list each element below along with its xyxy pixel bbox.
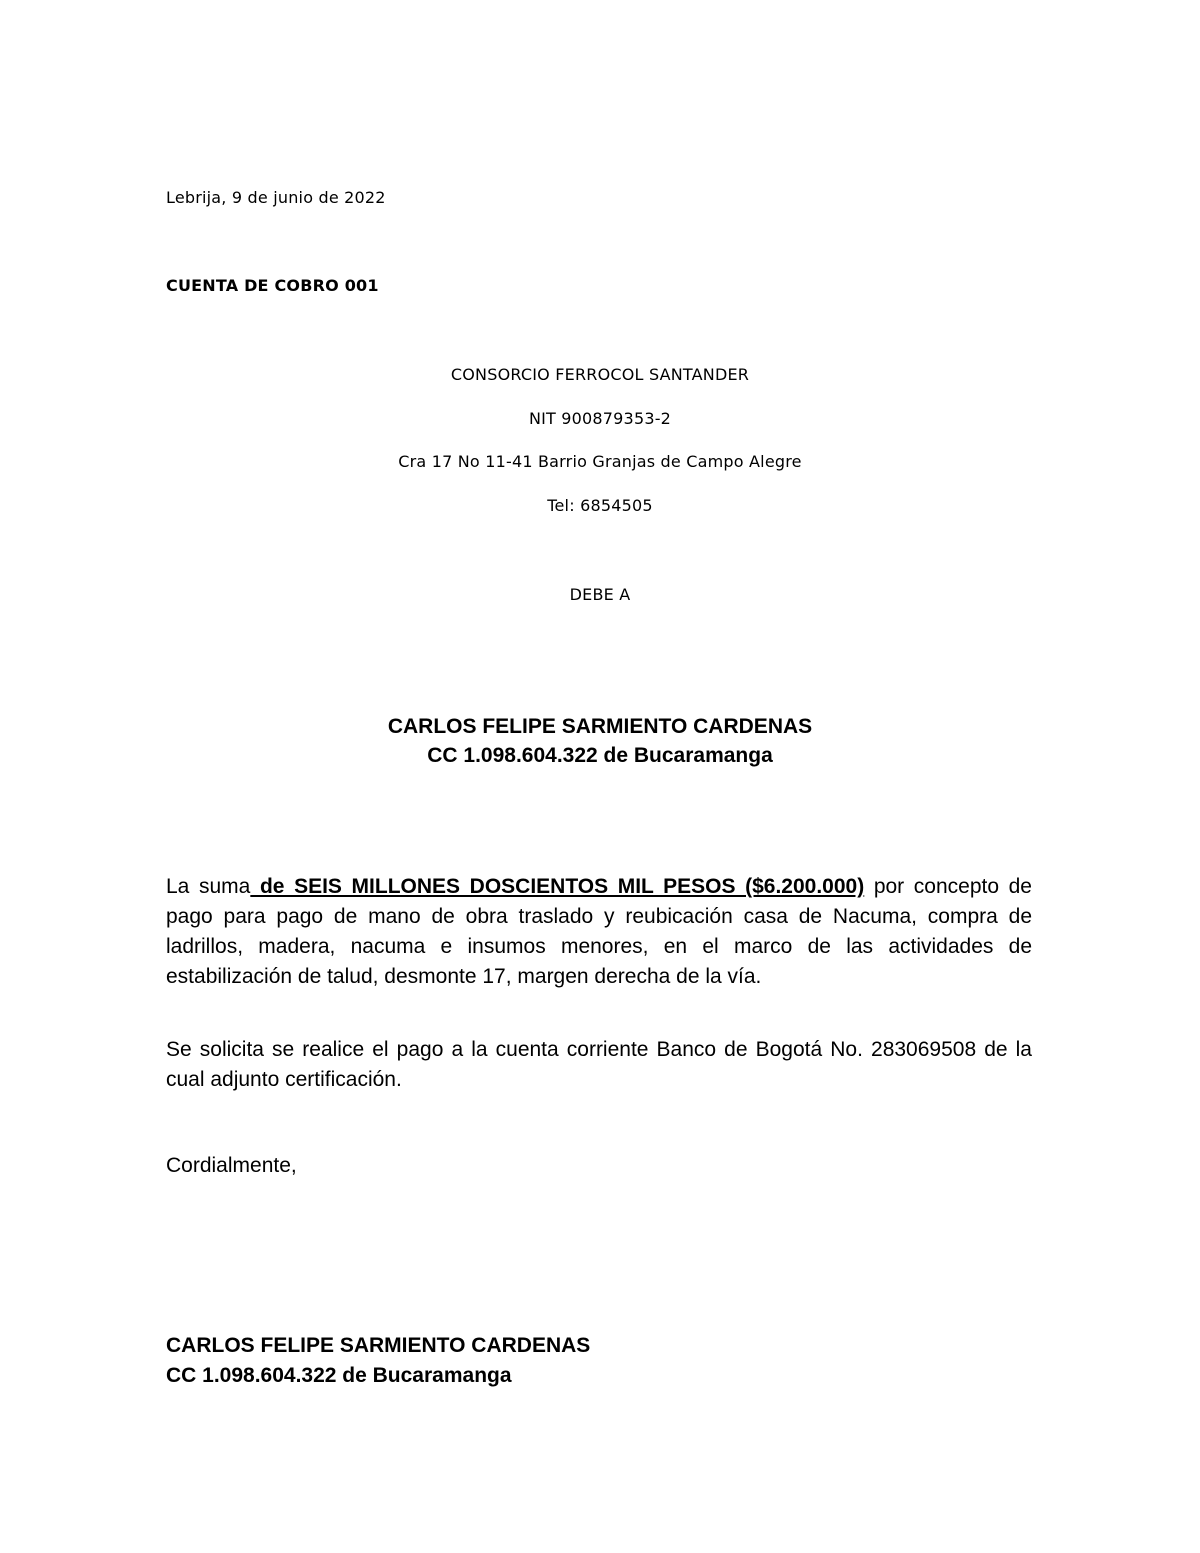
signature-name: CARLOS FELIPE SARMIENTO CARDENAS — [166, 1334, 591, 1357]
creditor-name: CARLOS FELIPE SARMIENTO CARDENAS — [387, 715, 813, 738]
payment-amount: de SEIS MILLONES DOSCIENTOS MIL PESOS ($6.200.000) — [250, 875, 865, 898]
debtor-phone: Tel: 6854505 — [547, 496, 653, 515]
signature-id: CC 1.098.604.322 de Bucaramanga — [166, 1364, 512, 1387]
creditor-id: CC 1.098.604.322 de Bucaramanga — [427, 744, 773, 767]
closing-salutation: Cordialmente, — [166, 1154, 297, 1177]
signature-block — [166, 1331, 590, 1391]
debtor-name: CONSORCIO FERROCOL SANTANDER — [450, 365, 750, 384]
amount-lead: La suma — [166, 875, 251, 898]
debtor-address: Cra 17 No 11-41 Barrio Granjas de Campo Alegre — [398, 452, 802, 471]
creditor-block — [0, 712, 1200, 770]
owes-label: DEBE A — [569, 585, 631, 604]
bank-account-paragraph: Se solicita se realice el pago a la cuenta corriente Banco de Bogotá No. 283069508 de la cual adjunto certificación. — [166, 1038, 1032, 1091]
payment-paragraph — [166, 872, 1032, 992]
payment-concept: por concepto de pago para pago de mano de obra traslado y reubicación casa de Nacuma, compra de ladrillos, madera, nacuma e insumos menores, en el marco de las actividades de estabilización de talud, desmonte 17, margen derecha de la vía. — [166, 875, 1032, 988]
debtor-nit: NIT 900879353-2 — [528, 409, 672, 428]
document-title: CUENTA DE COBRO 001 — [166, 276, 379, 295]
document-date: Lebrija, 9 de junio de 2022 — [166, 188, 386, 207]
